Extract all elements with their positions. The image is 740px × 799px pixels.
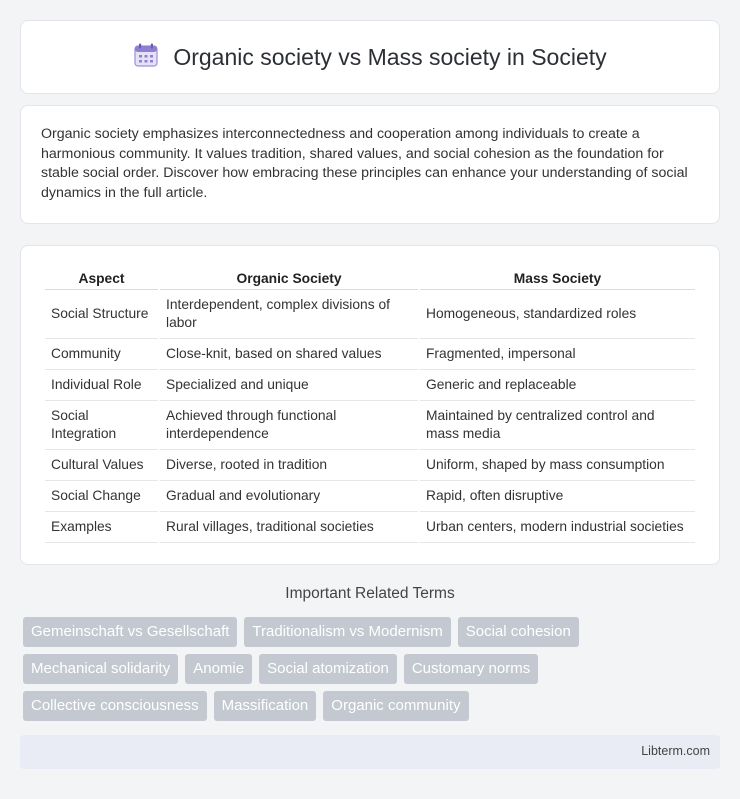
table-cell: Social Integration xyxy=(45,401,158,450)
comparison-table xyxy=(43,266,697,543)
table-cell: Rapid, often disruptive xyxy=(420,481,695,512)
table-cell: Achieved through functional interdependence xyxy=(160,401,418,450)
header-aspect: Aspect xyxy=(45,266,158,290)
table-row xyxy=(45,339,695,370)
table-cell: Fragmented, impersonal xyxy=(420,339,695,370)
comparison-table-card xyxy=(20,245,720,565)
table-cell: Gradual and evolutionary xyxy=(160,481,418,512)
tag-customary-norms[interactable]: Customary norms xyxy=(404,654,538,684)
table-cell: Maintained by centralized control and mass media xyxy=(420,401,695,450)
related-terms-title: Important Related Terms xyxy=(285,585,455,602)
related-terms-tags xyxy=(23,617,723,728)
table-cell: Social Structure xyxy=(45,290,158,339)
table-cell: Close-knit, based on shared values xyxy=(160,339,418,370)
table-cell: Interdependent, complex divisions of labor xyxy=(160,290,418,339)
tag-social-atomization[interactable]: Social atomization xyxy=(259,654,397,684)
tag-organic-community[interactable]: Organic community xyxy=(323,691,468,721)
calendar-icon xyxy=(133,42,159,73)
table-cell: Urban centers, modern industrial societies xyxy=(420,512,695,543)
table-row xyxy=(45,401,695,450)
table-cell: Uniform, shaped by mass consumption xyxy=(420,450,695,481)
table-cell: Generic and replaceable xyxy=(420,370,695,401)
table-cell: Community xyxy=(45,339,158,370)
tag-traditionalism-vs-modernism[interactable]: Traditionalism vs Modernism xyxy=(244,617,450,647)
table-row xyxy=(45,370,695,401)
footer-site-link[interactable]: Libterm.com xyxy=(641,744,710,758)
table-cell: Diverse, rooted in tradition xyxy=(160,450,418,481)
intro-card xyxy=(20,105,720,224)
tag-gemeinschaft-vs-gesellschaft[interactable]: Gemeinschaft vs Gesellschaft xyxy=(23,617,237,647)
table-cell: Individual Role xyxy=(45,370,158,401)
tag-social-cohesion[interactable]: Social cohesion xyxy=(458,617,579,647)
header-organic-society: Organic Society xyxy=(160,266,418,290)
page-title: Organic society vs Mass society in Society xyxy=(173,43,607,70)
header-card xyxy=(20,20,720,94)
table-row xyxy=(45,450,695,481)
footer-bar xyxy=(20,735,720,769)
intro-text: Organic society emphasizes interconnectedness and cooperation among individuals to create a harmonious community. It values tradition, shared values, and social cohesion as the foundation for stable social order. Discover how embracing these principles can enhance your understanding of social dynamics in the full article. xyxy=(41,126,688,201)
table-cell: Cultural Values xyxy=(45,450,158,481)
tag-massification[interactable]: Massification xyxy=(214,691,317,721)
table-cell: Specialized and unique xyxy=(160,370,418,401)
table-cell: Social Change xyxy=(45,481,158,512)
table-cell: Homogeneous, standardized roles xyxy=(420,290,695,339)
table-header-row xyxy=(45,266,695,290)
table-row xyxy=(45,481,695,512)
tag-mechanical-solidarity[interactable]: Mechanical solidarity xyxy=(23,654,178,684)
table-row xyxy=(45,512,695,543)
tag-collective-consciousness[interactable]: Collective consciousness xyxy=(23,691,207,721)
tag-anomie[interactable]: Anomie xyxy=(185,654,252,684)
table-cell: Rural villages, traditional societies xyxy=(160,512,418,543)
header-mass-society: Mass Society xyxy=(420,266,695,290)
table-row xyxy=(45,290,695,339)
table-cell: Examples xyxy=(45,512,158,543)
